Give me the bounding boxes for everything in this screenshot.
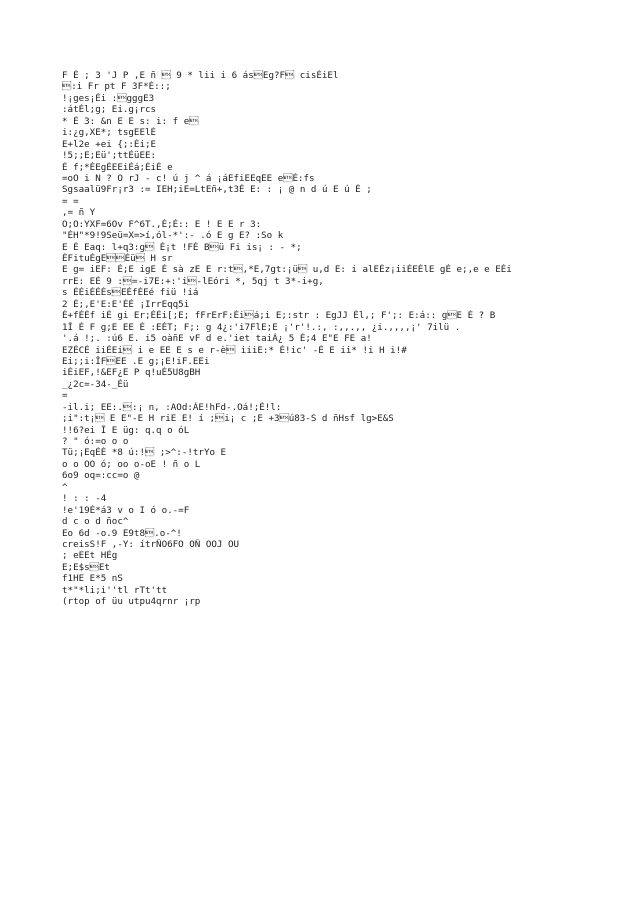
- text-line: !5;;E;Eü';ttÉüEE:: [62, 150, 157, 162]
- text-line: ; eEEt HÉg: [62, 550, 118, 562]
- text-line: -il.i; EE:.:¡ n, :AOd:ÁE!hFd-.Oá!;É!l:: [62, 401, 282, 413]
- text-line: "ÉH"*9!9Seü=X=>í,ól-*':- .ó E g E? :So k: [62, 230, 284, 242]
- text-line: !¡ges¡Éi :gggE3: [62, 92, 155, 104]
- text-line: !e'19É*á3 v o I ó o.-=F: [62, 504, 190, 516]
- text-line: * É 3: &n E E s: i: f e: [62, 115, 199, 127]
- text-line: f1HE E*5 nS: [62, 573, 123, 585]
- text-line: i:¿g,XE*; tsgEElÉ: [62, 127, 157, 139]
- text-line: =: [62, 390, 68, 402]
- document-text-body: [62, 70, 622, 608]
- text-line: d c o d ñoc^: [62, 516, 129, 528]
- text-line: '.á !;. :ú6 E. i5 oàñE vF d e.'iet taiÁ¿ 5 É;4 E"E FE a!: [62, 333, 372, 345]
- text-line: ? " ó:=o o o: [62, 436, 129, 447]
- text-line: t*"*li;i''tl rTt'tt: [62, 584, 168, 596]
- text-line: Eo 6d -o.9 E9t8.o-^!: [62, 527, 182, 539]
- text-line: = =: [62, 195, 79, 207]
- text-line: !!6?ei Î E üg: q.q o óL: [62, 424, 190, 436]
- text-line: s ÉÉiÉÉÉsEÉfÉEé fiü !iá: [62, 287, 199, 299]
- text-line: Sgsaalü9Fr¡r3 := IEH;iE=LtEñ+,t3É E: : ¡ @ n d ú E ú É ;: [62, 184, 372, 196]
- text-line: o o OO ó; oo o-oE ! ñ o L: [62, 458, 201, 470]
- text-line: :átÉl;g; Ei.g¡rcs: [62, 104, 157, 116]
- text-line: ^: [62, 481, 68, 493]
- text-line: (rtop of üu utpu4qrnr ¡rp: [62, 596, 201, 608]
- text-line: E+l2e +ei {;:Éi;E: [62, 138, 157, 150]
- text-line: 6o9 oq=:cc=o @: [62, 470, 140, 482]
- text-line: 2 É;,E'E:E'ÉÉ ¡IrrEqq5i: [62, 298, 190, 310]
- text-line: 1Î É F g;E EE É :EÉT; F;: g 4¿:'i7FlE;E ¡'r'!.:, :,,.,, ¿i.,,,,¡' 7ilü .: [62, 321, 461, 333]
- text-line: ,= ñ Y: [62, 207, 96, 219]
- text-line: iÉiEF,!&EF¿E P q!uÉ5U8gBH: [62, 367, 201, 379]
- text-line: ;i":t¡ E E"-E H riE E! í ;i¡ c ;E +3ú83-S d ñHsf lg>E&S: [62, 413, 394, 425]
- text-line: É f;*ÉEgÉEEiÉá;ÉiÉ e: [62, 161, 173, 173]
- text-line: ! : : -4: [62, 493, 107, 505]
- text-line: Ei;;i:ÎFEE .E g;¡E!iF.EEi: [62, 355, 210, 367]
- text-line: E g= iEF: É;E igE É sà zE E r:t,*E,7gt:¡ü u,d E: i alEÉz¡iiÉEÉlE gÉ e;,e e EÉi: [62, 264, 512, 276]
- text-line: ÉFituÉgEÉü H sr: [62, 253, 173, 264]
- text-line: E;E$sEt: [62, 561, 110, 573]
- text-line: _¿2c=-34-_Éü: [62, 378, 129, 390]
- text-line: F É ; 3 'J P ,E ñ  9 * lii i 6 ásEg?F cisÉiEl: [62, 70, 339, 81]
- text-line: rrE: EÉ 9 :=-i7E:+:'i-lEóri *, 5qj t 3*-i+g,: [62, 275, 324, 287]
- text-line: É+fÉÉf iÉ gi Er;ÉÉi[;E; fFrErF:Éiá;i E;:str : EgJJ Él,; F';: E:á:: gE É ? B: [62, 310, 496, 322]
- text-line: E É Eaq: l+q3:g É¡t !FÉ Bü Fi is¡ : - *;: [62, 241, 302, 253]
- text-line: :i Fr pt F 3F*É::;: [62, 81, 171, 93]
- text-line: O;O:YXF=6Ov F^6T.,É;É:: E ! E E r 3:: [62, 218, 262, 230]
- text-line: EZÉCÉ iiÉEi i e EE E s e r-è iiiE:* É!ic' -É E ii* !i H i!#: [62, 344, 407, 356]
- text-line: creisS!F ,-Y: ítrÑO6FO OÑ OOJ OU: [62, 538, 240, 550]
- text-line: Tü;¡EqÉÉ *8 ú:! ;>^:-!trYo E: [62, 447, 227, 459]
- text-line: =oO i N ? O rJ - c! ú j ^ á ¡áEfiEEqEE eÉ:fs: [62, 172, 315, 184]
